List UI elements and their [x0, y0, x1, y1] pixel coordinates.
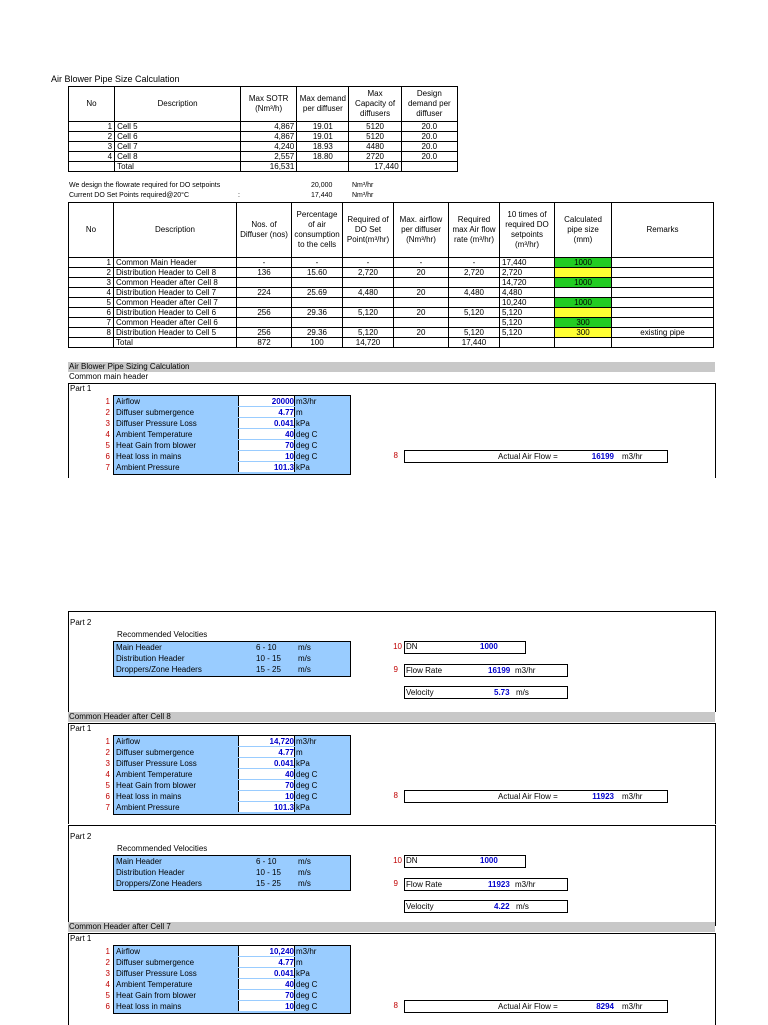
table-row: 4 Cell 8 2,557 18.80 2720 20.0: [69, 152, 458, 162]
col-description: Description: [114, 203, 237, 258]
param-number: 6: [105, 1002, 110, 1011]
section-heading: Common Header after Cell 7: [68, 922, 715, 932]
param-unit: kPa: [296, 463, 310, 472]
flow-rate-unit: m3/hr: [515, 880, 536, 889]
param-value: 10: [238, 791, 295, 801]
param-unit: deg C: [296, 1002, 318, 1011]
table-row: 3 Cell 7 4,240 18.93 4480 20.0: [69, 142, 458, 152]
param-value: 70: [238, 780, 295, 790]
param-value: 40: [238, 979, 295, 989]
param-number: 7: [105, 463, 110, 472]
param-number: 5: [105, 781, 110, 790]
param-value: 4.77: [238, 957, 295, 967]
param-unit: m: [296, 958, 303, 967]
table-row: 7 Common Header after Cell 6 5,120 300: [69, 318, 714, 328]
param-value: 101.3: [238, 462, 295, 472]
param-number: 4: [105, 770, 110, 779]
param-label: Heat loss in mains: [116, 1002, 182, 1011]
param-value: 40: [238, 429, 295, 439]
flow-rate-label: Flow Rate: [406, 880, 443, 889]
param-number: 5: [105, 441, 110, 450]
param-unit: m3/hr: [296, 947, 317, 956]
param-unit: kPa: [296, 419, 310, 428]
param-unit: deg C: [296, 430, 318, 439]
dn-label: DN: [406, 642, 418, 651]
param-number: 2: [105, 958, 110, 967]
param-label: Ambient Temperature: [116, 770, 193, 779]
velocity-range: 15 - 25: [256, 665, 281, 674]
param-label: Airflow: [116, 397, 141, 406]
velocity-range: 10 - 15: [256, 868, 281, 877]
col-diffusers: Nos. of Diffuser (nos): [237, 203, 292, 258]
flow-rate-unit: m3/hr: [515, 666, 536, 675]
part1-label: Part 1: [70, 724, 92, 733]
table-row: 1 Common Main Header - - - - - 17,440 1000: [69, 258, 714, 268]
flow-rate-value: 16199: [488, 666, 511, 675]
actual-air-flow-unit: m3/hr: [622, 1002, 643, 1011]
col-max-sotr: Max SOTR (Nm³/h): [240, 87, 296, 122]
table-row: 2 Cell 6 4,867 19.01 5120 20.0: [69, 132, 458, 142]
param-number: 2: [105, 748, 110, 757]
velocity-range: 6 - 10: [256, 643, 277, 652]
param-number: 3: [105, 969, 110, 978]
param-value: 4.77: [238, 747, 295, 757]
velocity-label: Main Header: [116, 857, 162, 866]
actual-air-flow-unit: m3/hr: [622, 452, 643, 461]
param-number: 5: [105, 991, 110, 1000]
actual-number: 8: [393, 791, 398, 800]
dn-label: DN: [406, 856, 418, 865]
table-row: 4 Distribution Header to Cell 7 224 25.69 4,480 20 4,480 4,480: [69, 288, 714, 298]
velocity-label: Droppers/Zone Headers: [116, 879, 202, 888]
velocities-heading: Recommended Velocities: [117, 844, 208, 853]
param-label: Airflow: [116, 947, 141, 956]
param-unit: m3/hr: [296, 737, 317, 746]
col-pipe-size: Calculated pipe size (mm): [555, 203, 612, 258]
dn-value: 1000: [480, 642, 498, 651]
velocity-unit: m/s: [516, 688, 529, 697]
part1-label: Part 1: [70, 934, 92, 943]
velocity-range: 15 - 25: [256, 879, 281, 888]
param-label: Ambient Temperature: [116, 430, 193, 439]
velocity-unit: m/s: [298, 868, 311, 877]
param-value: 101.3: [238, 802, 295, 812]
note-current-do: Current DO Set Points required@20°C: [69, 192, 190, 199]
note-design-value: 20,000: [311, 182, 333, 189]
param-label: Diffuser submergence: [116, 748, 195, 757]
param-unit: m: [296, 748, 303, 757]
note-design-flowrate: We design the flowrate required for DO setpoints: [69, 182, 221, 189]
dn-number: 10: [393, 856, 402, 865]
actual-air-flow-value: 16199: [591, 452, 614, 461]
velocity-value: 4.22: [494, 902, 510, 911]
param-label: Diffuser Pressure Loss: [116, 969, 197, 978]
actual-air-flow-unit: m3/hr: [622, 792, 643, 801]
param-unit: kPa: [296, 969, 310, 978]
param-value: 10: [238, 1001, 295, 1011]
col-max-airflow: Max. airflow per diffuser (Nm³/hr): [394, 203, 449, 258]
flow-rate-value: 11923: [488, 880, 510, 889]
table-row: 2 Distribution Header to Cell 8 136 15.60 2,720 20 2,720 2,720: [69, 268, 714, 278]
note-colon: :: [238, 192, 240, 199]
velocity-label: Main Header: [116, 643, 162, 652]
param-value: 40: [238, 769, 295, 779]
param-unit: kPa: [296, 803, 310, 812]
velocities-heading: Recommended Velocities: [117, 630, 208, 639]
dn-value: 1000: [480, 856, 498, 865]
param-value: 0.041: [238, 968, 295, 978]
param-number: 3: [105, 419, 110, 428]
param-value: 10,240: [238, 946, 295, 956]
velocity-range: 6 - 10: [256, 857, 277, 866]
param-number: 7: [105, 803, 110, 812]
velocity-label: Velocity: [406, 688, 434, 697]
velocity-value: 5.73: [494, 688, 510, 697]
velocity-label: Velocity: [406, 902, 434, 911]
flow-rate-label: Flow Rate: [406, 666, 443, 675]
param-unit: deg C: [296, 991, 318, 1000]
table-total-row: Total 872 100 14,720 17,440: [69, 338, 714, 348]
param-value: 14,720: [238, 736, 295, 746]
param-label: Heat Gain from blower: [116, 991, 197, 1000]
param-value: 10: [238, 451, 295, 461]
actual-number: 8: [393, 1001, 398, 1010]
dn-number: 10: [393, 642, 402, 651]
param-label: Heat loss in mains: [116, 792, 182, 801]
actual-air-flow-label: Actual Air Flow =: [498, 792, 558, 801]
velocity-unit: m/s: [298, 879, 311, 888]
param-label: Diffuser Pressure Loss: [116, 759, 197, 768]
param-label: Heat Gain from blower: [116, 781, 197, 790]
param-label: Diffuser submergence: [116, 958, 195, 967]
param-label: Heat loss in mains: [116, 452, 182, 461]
section-heading: Common Header after Cell 8: [68, 712, 715, 722]
velocity-label: Droppers/Zone Headers: [116, 665, 202, 674]
velocity-unit: m/s: [298, 857, 311, 866]
velocity-label: Distribution Header: [116, 654, 185, 663]
col-no: No: [69, 203, 114, 258]
param-unit: deg C: [296, 781, 318, 790]
table-row: 5 Common Header after Cell 7 10,240 1000: [69, 298, 714, 308]
table-row: 1 Cell 5 4,867 19.01 5120 20.0: [69, 122, 458, 132]
col-design-demand: Design demand per diffuser: [401, 87, 457, 122]
param-value: 0.041: [238, 758, 295, 768]
diffuser-capacity-table: [68, 86, 458, 172]
param-number: 4: [105, 430, 110, 439]
param-unit: deg C: [296, 980, 318, 989]
param-number: 6: [105, 792, 110, 801]
param-number: 1: [105, 947, 110, 956]
param-label: Heat Gain from blower: [116, 441, 197, 450]
param-unit: kPa: [296, 759, 310, 768]
param-label: Airflow: [116, 737, 141, 746]
param-value: 0.041: [238, 418, 295, 428]
param-number: 6: [105, 452, 110, 461]
param-label: Ambient Pressure: [116, 803, 180, 812]
dn-box: [404, 641, 526, 654]
param-number: 2: [105, 408, 110, 417]
part2-label: Part 2: [70, 832, 92, 841]
table-row: 6 Distribution Header to Cell 6 256 29.36 5,120 20 5,120 5,120: [69, 308, 714, 318]
velocity-unit: m/s: [298, 643, 311, 652]
dn-box: [404, 855, 526, 868]
param-value: 20000: [238, 396, 295, 406]
velocity-range: 10 - 15: [256, 654, 281, 663]
section-heading: Common main header: [69, 372, 149, 381]
col-remarks: Remarks: [612, 203, 714, 258]
table-row: 8 Distribution Header to Cell 5 256 29.36 5,120 20 5,120 5,120 300 existing pipe: [69, 328, 714, 338]
actual-air-flow-label: Actual Air Flow =: [498, 452, 558, 461]
col-ten-times: 10 times of required DO setpoints (m³/hr): [500, 203, 555, 258]
col-required-do: Required of DO Set Point(m³/hr): [343, 203, 394, 258]
param-unit: deg C: [296, 452, 318, 461]
col-description: Description: [115, 87, 241, 122]
col-required-max: Required max Air flow rate (m³/hr): [449, 203, 500, 258]
col-max-demand: Max demand per diffuser: [297, 87, 349, 122]
param-value: 70: [238, 990, 295, 1000]
param-number: 1: [105, 397, 110, 406]
velocity-label: Distribution Header: [116, 868, 185, 877]
col-percentage: Percentage of air consumption to the cells: [292, 203, 343, 258]
table-row: 3 Common Header after Cell 8 14,720 1000: [69, 278, 714, 288]
part1-label: Part 1: [70, 384, 92, 393]
param-label: Diffuser submergence: [116, 408, 195, 417]
actual-air-flow-value: 11923: [592, 792, 614, 801]
actual-air-flow-value: 8294: [596, 1002, 614, 1011]
velocity-unit: m/s: [516, 902, 529, 911]
col-no: No: [69, 87, 115, 122]
pipe-size-table: [68, 202, 714, 348]
table-total-row: Total 16,531 17,440: [69, 162, 458, 172]
param-unit: deg C: [296, 792, 318, 801]
param-unit: deg C: [296, 770, 318, 779]
param-value: 4.77: [238, 407, 295, 417]
actual-air-flow-label: Actual Air Flow =: [498, 1002, 558, 1011]
section-title: Air Blower Pipe Sizing Calculation: [68, 362, 715, 372]
param-unit: m: [296, 408, 303, 417]
param-label: Ambient Temperature: [116, 980, 193, 989]
col-max-capacity: Max Capacity of diffusers: [349, 87, 401, 122]
param-number: 3: [105, 759, 110, 768]
velocity-unit: m/s: [298, 665, 311, 674]
page-title: Air Blower Pipe Size Calculation: [51, 74, 180, 84]
actual-number: 8: [393, 451, 398, 460]
note-design-unit: Nm³/hr: [352, 182, 374, 189]
param-label: Diffuser Pressure Loss: [116, 419, 197, 428]
note-current-unit: Nm³/hr: [352, 192, 374, 199]
param-label: Ambient Pressure: [116, 463, 180, 472]
part2-label: Part 2: [70, 618, 92, 627]
param-number: 1: [105, 737, 110, 746]
param-value: 70: [238, 440, 295, 450]
flow-number: 9: [393, 665, 398, 674]
velocity-unit: m/s: [298, 654, 311, 663]
note-current-value: 17,440: [311, 192, 333, 199]
param-number: 4: [105, 980, 110, 989]
flow-number: 9: [393, 879, 398, 888]
param-unit: deg C: [296, 441, 318, 450]
param-unit: m3/hr: [296, 397, 317, 406]
